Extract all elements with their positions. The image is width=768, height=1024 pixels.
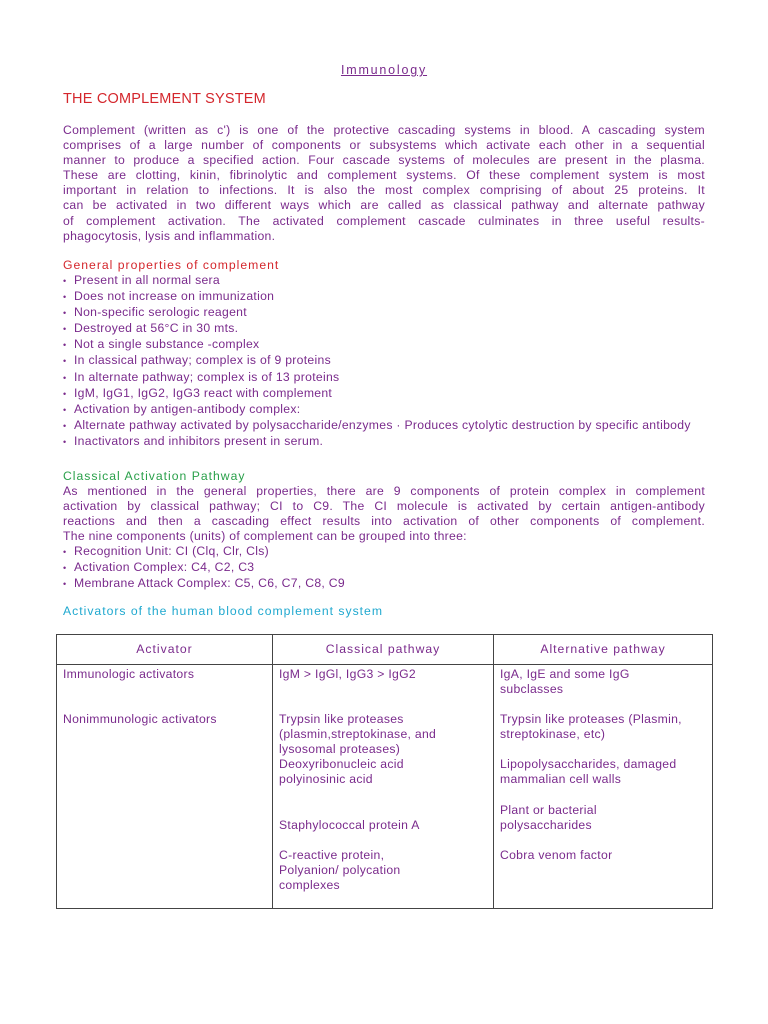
cell-text: IgA, IgE and some IgG bbox=[500, 667, 630, 681]
cell-text: (plasmin,streptokinase, and bbox=[279, 727, 437, 742]
intro-line: of complement activation. The activated complement cascade culminates in three useful results- bbox=[63, 213, 705, 228]
cell-text: Staphylococcal protein A bbox=[279, 817, 420, 832]
intro-line: These are clotting, kinin, fibrinolytic and complement systems. Of these complement system is most bbox=[63, 168, 705, 183]
list-item: • Recognition Unit: CI (Clq, Clr, Cls) bbox=[63, 544, 723, 560]
intro-line: phagocytosis, lysis and inflammation. bbox=[63, 228, 276, 243]
cell-text: Immunologic activators bbox=[63, 667, 195, 681]
cell-text: Nonimmunologic activators bbox=[63, 712, 217, 727]
activators-heading: Activators of the human blood complement system bbox=[63, 604, 383, 618]
intro-line: Complement (written as c') is one of the protective cascading systems in blood. A cascading system bbox=[63, 123, 705, 137]
list-item: • Inactivators and inhibitors present in serum. bbox=[63, 434, 723, 450]
table-header-row bbox=[57, 635, 713, 665]
cell-text: C-reactive protein, bbox=[279, 847, 385, 862]
cell-text: mammalian cell walls bbox=[500, 772, 622, 787]
table-cell bbox=[494, 665, 713, 909]
list-item: • Does not increase on immunization bbox=[63, 289, 723, 305]
list-item: • IgM, IgG1, IgG2, IgG3 react with complement bbox=[63, 386, 723, 402]
list-item: • Present in all normal sera bbox=[63, 273, 723, 289]
cell-text: lysosomal proteases) bbox=[279, 742, 401, 757]
column-header: Alternative pathway bbox=[494, 635, 713, 665]
general-properties-heading: General properties of complement bbox=[63, 258, 280, 272]
cell-text: Trypsin like proteases bbox=[279, 712, 404, 727]
list-item: • Membrane Attack Complex: C5, C6, C7, C8, C9 bbox=[63, 576, 723, 592]
cell-text: Trypsin like proteases (Plasmin, bbox=[500, 712, 682, 727]
cell-text: IgM > IgGl, IgG3 > IgG2 bbox=[279, 667, 416, 681]
column-header: Activator bbox=[57, 635, 273, 665]
complement-units-list bbox=[63, 544, 723, 592]
intro-line: comprises of a large number of components or subsystems which activate each other in a sequential bbox=[63, 138, 705, 153]
classical-pathway-paragraph bbox=[63, 484, 705, 544]
column-header: Classical pathway bbox=[273, 635, 494, 665]
cell-text: subclasses bbox=[500, 682, 564, 697]
table-row bbox=[57, 665, 713, 909]
intro-line: important in relation to infections. It is also the most complex comprising of about 25 proteins. It bbox=[63, 183, 705, 198]
list-item: • Non-specific serologic reagent bbox=[63, 305, 723, 321]
general-properties-list bbox=[63, 273, 723, 450]
cell-text: Deoxyribonucleic acid bbox=[279, 757, 404, 772]
list-item: • In alternate pathway; complex is of 13 proteins bbox=[63, 370, 723, 386]
intro-paragraph bbox=[63, 123, 705, 244]
list-item: • In classical pathway; complex is of 9 proteins bbox=[63, 353, 723, 369]
list-item: • Activation by antigen-antibody complex: bbox=[63, 402, 723, 418]
cell-text: polysaccharides bbox=[500, 817, 592, 832]
document-title: Immunology bbox=[340, 63, 428, 77]
paragraph-line: reactions and then a cascading effect results into activation of other components of complement. bbox=[63, 514, 705, 529]
cell-text: polyinosinic acid bbox=[279, 772, 373, 787]
paragraph-line: As mentioned in the general properties, there are 9 components of protein complex in complement bbox=[63, 484, 705, 498]
list-item: • Activation Complex: C4, C2, C3 bbox=[63, 560, 723, 576]
cell-text: Lipopolysaccharides, damaged bbox=[500, 757, 677, 772]
list-item: • Alternate pathway activated by polysaccharide/enzymes · Produces cytolytic destruction by specific antibody bbox=[63, 418, 714, 434]
activators-table bbox=[56, 634, 713, 909]
cell-text: Cobra venom factor bbox=[500, 847, 613, 862]
main-heading: THE COMPLEMENT SYSTEM bbox=[63, 91, 266, 107]
cell-text: streptokinase, etc) bbox=[500, 727, 606, 742]
cell-text: Plant or bacterial bbox=[500, 802, 597, 817]
list-item: • Not a single substance -complex bbox=[63, 337, 723, 353]
cell-text: Polyanion/ polycation bbox=[279, 862, 401, 877]
paragraph-line: activation by classical pathway; CI to C9. The CI molecule is activated by certain antigen-antibody bbox=[63, 499, 705, 514]
intro-line: manner to produce a specified action. Four cascade systems of molecules are present in the plasma. bbox=[63, 153, 705, 168]
paragraph-line: The nine components (units) of complement can be grouped into three: bbox=[63, 529, 467, 544]
intro-line: can be activated in two different ways which are called as classical pathway and alternate pathway bbox=[63, 198, 705, 213]
table-cell bbox=[57, 665, 273, 909]
classical-pathway-heading: Classical Activation Pathway bbox=[63, 469, 246, 483]
table-cell bbox=[273, 665, 494, 909]
cell-text: complexes bbox=[279, 877, 340, 892]
list-item: • Destroyed at 56°C in 30 mts. bbox=[63, 321, 723, 337]
